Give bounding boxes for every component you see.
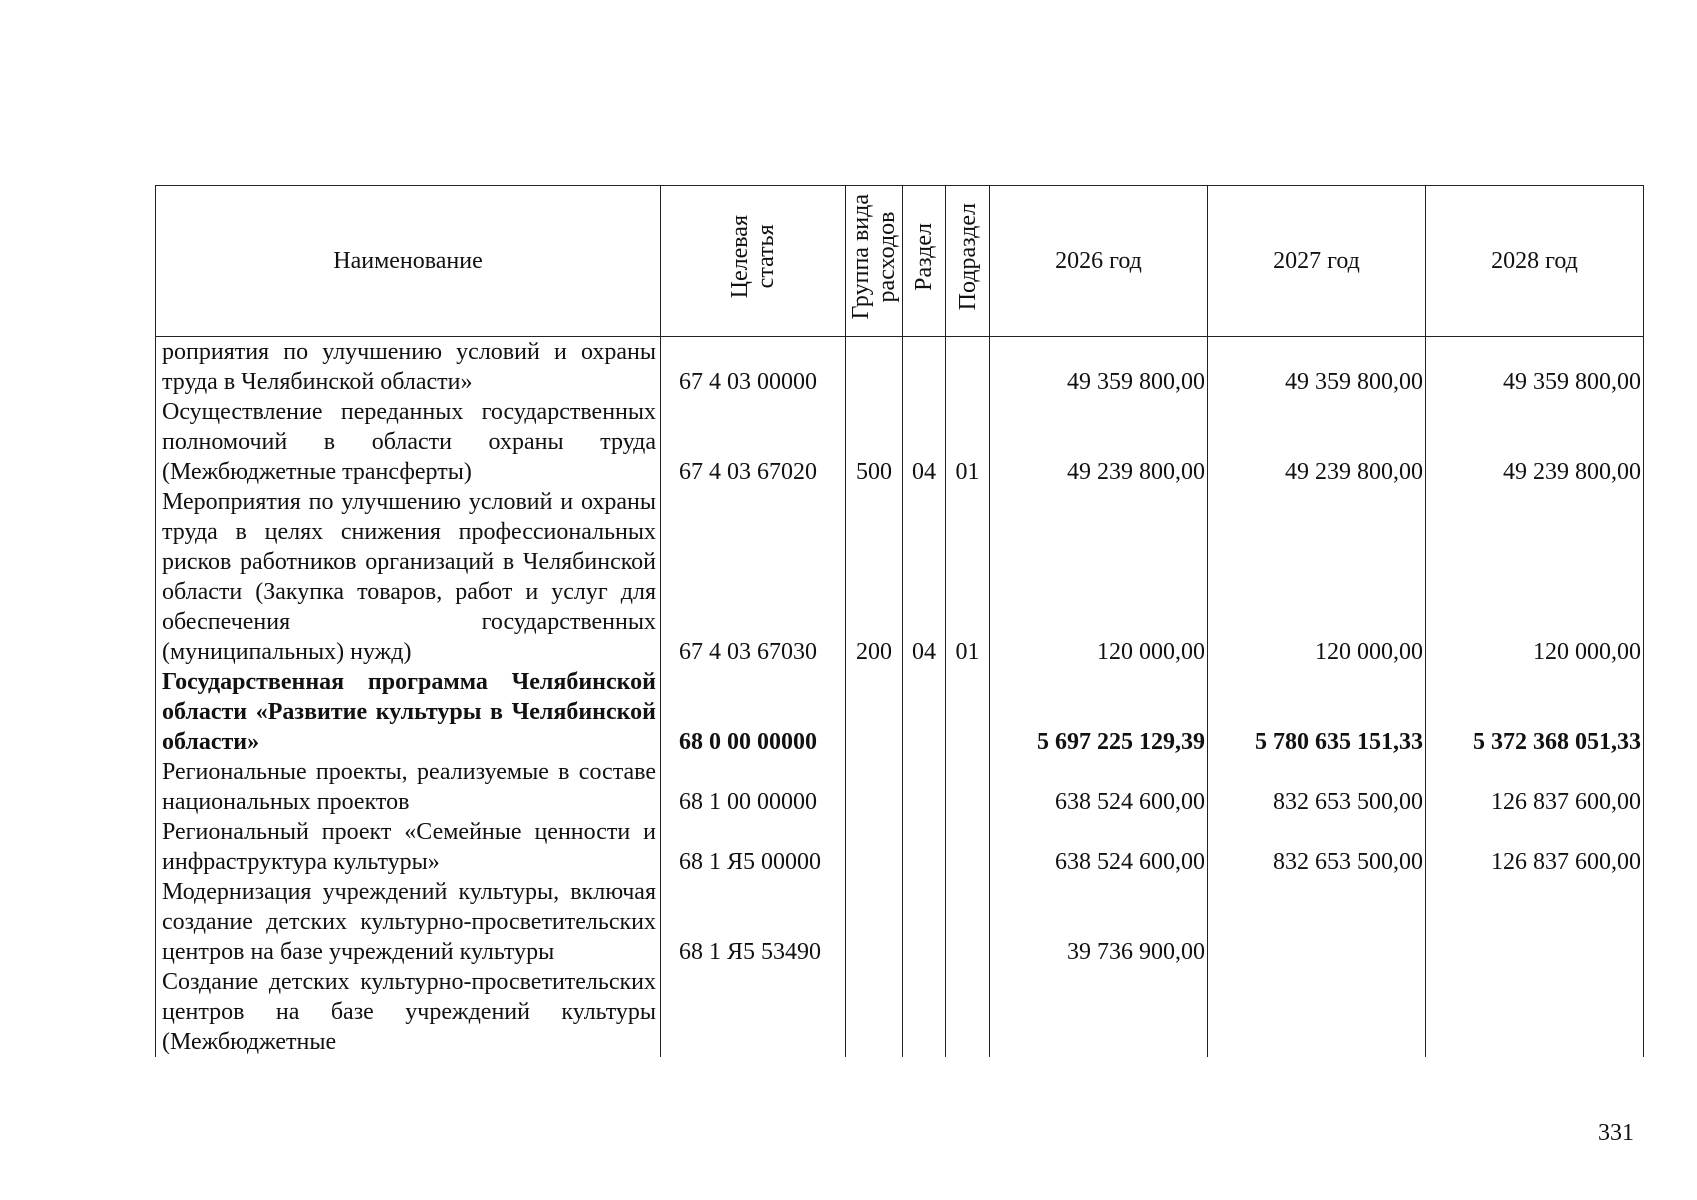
header-group: [846, 186, 903, 337]
table-row: [156, 757, 1644, 817]
row-section: 04: [903, 487, 946, 667]
header-section-text: Раздел: [911, 223, 937, 291]
row-group: 500: [846, 397, 903, 487]
row-section: 04: [903, 397, 946, 487]
row-section: [903, 667, 946, 757]
row-2027: 49 359 800,00: [1208, 337, 1426, 398]
row-2028: [1426, 877, 1644, 967]
budget-table: [155, 185, 1644, 1057]
row-name: Государственная программа Челябинской области «Развитие культуры в Челябинской области»: [156, 667, 661, 757]
row-2026: 638 524 600,00: [990, 817, 1208, 877]
row-name: Мероприятия по улучшению условий и охраны труда в целях снижения профессиональных рисков работников организаций в Челябинской области (Закупка товаров, работ и услуг для обеспечения государственных (муниципальных) нужд): [156, 487, 661, 667]
table-body: [156, 337, 1644, 1058]
page-number: 331: [1598, 1120, 1634, 1146]
row-2027: 832 653 500,00: [1208, 817, 1426, 877]
row-2028: 126 837 600,00: [1426, 817, 1644, 877]
row-subsection: [946, 757, 990, 817]
header-subsection: [946, 186, 990, 337]
table-row: [156, 817, 1644, 877]
row-group: 200: [846, 487, 903, 667]
row-2027: [1208, 877, 1426, 967]
row-name: Осуществление переданных государственных полномочий в области охраны труда (Межбюджетные трансферты): [156, 397, 661, 487]
row-2026: 49 359 800,00: [990, 337, 1208, 398]
row-target: 67 4 03 67020: [661, 397, 846, 487]
row-group: [846, 877, 903, 967]
row-subsection: [946, 667, 990, 757]
row-subsection: 01: [946, 487, 990, 667]
row-target: 68 1 Я5 00000: [661, 817, 846, 877]
row-2026: 5 697 225 129,39: [990, 667, 1208, 757]
row-2027: 832 653 500,00: [1208, 757, 1426, 817]
row-2027: 5 780 635 151,33: [1208, 667, 1426, 757]
table-row: [156, 397, 1644, 487]
row-subsection: [946, 337, 990, 398]
header-subsection-text: Подраздел: [954, 203, 981, 311]
row-2026: [990, 967, 1208, 1057]
row-target: 67 4 03 67030: [661, 487, 846, 667]
row-target: 68 0 00 00000: [661, 667, 846, 757]
table-row: [156, 487, 1644, 667]
row-name: Создание детских культурно-просветительских центров на базе учреждений культуры (Межбюджетные: [156, 967, 661, 1057]
row-2028: 120 000,00: [1426, 487, 1644, 667]
row-section: [903, 817, 946, 877]
table-row: [156, 667, 1644, 757]
header-2028: 2028 год: [1426, 186, 1644, 337]
header-2026: 2026 год: [990, 186, 1208, 337]
row-2028: 49 239 800,00: [1426, 397, 1644, 487]
row-target: [661, 967, 846, 1057]
header-section: [903, 186, 946, 337]
row-group: [846, 967, 903, 1057]
table-row: [156, 337, 1644, 398]
table-row: [156, 967, 1644, 1057]
row-group: [846, 757, 903, 817]
row-section: [903, 337, 946, 398]
row-target: 68 1 Я5 53490: [661, 877, 846, 967]
row-subsection: 01: [946, 397, 990, 487]
row-2026: 49 239 800,00: [990, 397, 1208, 487]
row-target: 68 1 00 00000: [661, 757, 846, 817]
row-2026: 638 524 600,00: [990, 757, 1208, 817]
header-2027: 2027 год: [1208, 186, 1426, 337]
row-target: 67 4 03 00000: [661, 337, 846, 398]
table-row: [156, 877, 1644, 967]
row-section: [903, 877, 946, 967]
row-section: [903, 967, 946, 1057]
row-2027: 120 000,00: [1208, 487, 1426, 667]
row-name: Региональные проекты, реализуемые в составе национальных проектов: [156, 757, 661, 817]
row-2028: 5 372 368 051,33: [1426, 667, 1644, 757]
header-target-text: Целевая статья: [727, 215, 779, 299]
row-name: Модернизация учреждений культуры, включая создание детских культурно-просветительских центров на базе учреждений культуры: [156, 877, 661, 967]
row-name: роприятия по улучшению условий и охраны труда в Челябинской области»: [156, 337, 661, 398]
row-group: [846, 667, 903, 757]
row-subsection: [946, 967, 990, 1057]
header-target: [661, 186, 846, 337]
row-2028: 49 359 800,00: [1426, 337, 1644, 398]
row-subsection: [946, 877, 990, 967]
row-name: Региональный проект «Семейные ценности и инфраструктура культуры»: [156, 817, 661, 877]
row-section: [903, 757, 946, 817]
row-2026: 39 736 900,00: [990, 877, 1208, 967]
row-group: [846, 817, 903, 877]
row-subsection: [946, 817, 990, 877]
row-2027: 49 239 800,00: [1208, 397, 1426, 487]
row-2028: 126 837 600,00: [1426, 757, 1644, 817]
row-2027: [1208, 967, 1426, 1057]
header-group-text: Группа вида расходов: [848, 194, 900, 320]
header-name: Наименование: [156, 186, 661, 337]
row-2028: [1426, 967, 1644, 1057]
table-header-row: [156, 186, 1644, 337]
row-2026: 120 000,00: [990, 487, 1208, 667]
row-group: [846, 337, 903, 398]
